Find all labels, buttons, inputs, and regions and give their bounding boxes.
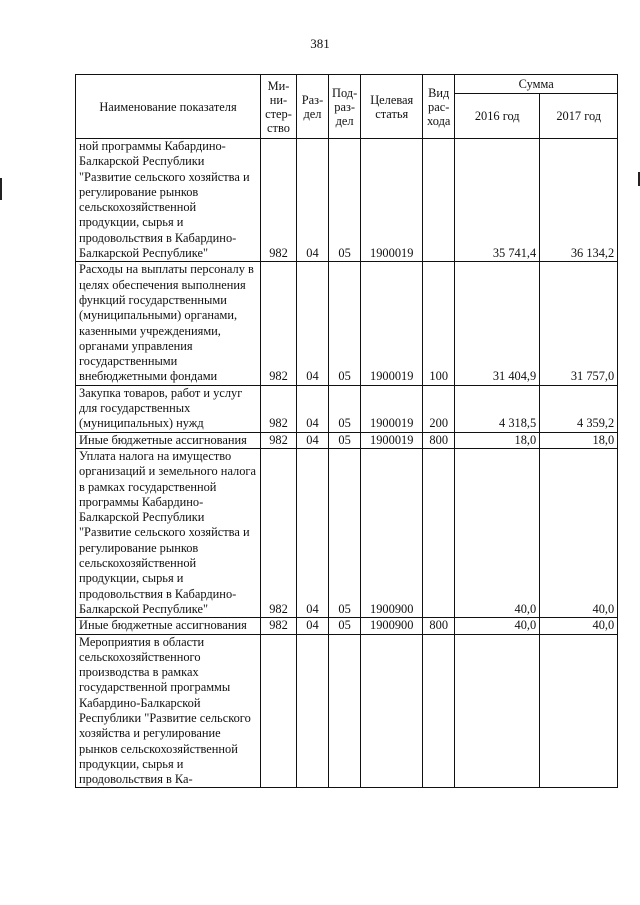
row-name: Иные бюджетные ассигнования bbox=[76, 432, 261, 448]
header-subsection: Под-раз-дел bbox=[329, 75, 361, 139]
row-sum-2016: 18,0 bbox=[455, 432, 540, 448]
table-row bbox=[76, 448, 618, 617]
row-ministry: 982 bbox=[261, 618, 297, 634]
row-sum-2016: 35 741,4 bbox=[455, 139, 540, 262]
page-number: 381 bbox=[310, 36, 330, 51]
row-target: 1900019 bbox=[361, 139, 423, 262]
row-sum-2017: 40,0 bbox=[540, 448, 618, 617]
row-target: 1900019 bbox=[361, 432, 423, 448]
row-section: 04 bbox=[297, 618, 329, 634]
row-sum-2017 bbox=[540, 634, 618, 788]
row-section: 04 bbox=[297, 385, 329, 432]
header-target: Целевая статья bbox=[361, 75, 423, 139]
row-expense-type: 100 bbox=[423, 262, 455, 385]
row-section: 04 bbox=[297, 432, 329, 448]
row-subsection bbox=[329, 634, 361, 788]
row-name: Расходы на выплаты персоналу в целях обеспечения выполнения функций государственными (муниципальными) органами, казенными учреждениями, органами управления государственными внебюджетными фондами bbox=[76, 262, 261, 385]
row-ministry: 982 bbox=[261, 385, 297, 432]
row-expense-type bbox=[423, 139, 455, 262]
row-subsection: 05 bbox=[329, 262, 361, 385]
header-ministry: Ми-ни-стер-ство bbox=[261, 75, 297, 139]
row-name: Иные бюджетные ассигнования bbox=[76, 618, 261, 634]
row-target: 1900900 bbox=[361, 618, 423, 634]
row-subsection: 05 bbox=[329, 618, 361, 634]
row-sum-2016 bbox=[455, 634, 540, 788]
scan-edge-mark-left bbox=[0, 178, 2, 200]
row-expense-type bbox=[423, 448, 455, 617]
row-sum-2016: 40,0 bbox=[455, 448, 540, 617]
row-ministry: 982 bbox=[261, 262, 297, 385]
row-ministry bbox=[261, 634, 297, 788]
row-name: Мероприятия в области сельскохозяйственного производства в рамках государственной программы Кабардино-Балкарской Республики "Развитие сельского хозяйства и регулирование рынков сельскохозяйственной продукции, сырья и продовольствия в Ка- bbox=[76, 634, 261, 788]
table-row bbox=[76, 262, 618, 385]
row-subsection: 05 bbox=[329, 448, 361, 617]
row-subsection: 05 bbox=[329, 139, 361, 262]
table-row bbox=[76, 634, 618, 788]
row-target: 1900019 bbox=[361, 385, 423, 432]
row-sum-2016: 31 404,9 bbox=[455, 262, 540, 385]
header-expense-type: Вид рас-хода bbox=[423, 75, 455, 139]
row-expense-type bbox=[423, 634, 455, 788]
row-subsection: 05 bbox=[329, 385, 361, 432]
row-ministry: 982 bbox=[261, 139, 297, 262]
table-row bbox=[76, 432, 618, 448]
row-expense-type: 200 bbox=[423, 385, 455, 432]
row-name: Уплата налога на имущество организаций и земельного налога в рамках государственной программы Кабардино-Балкарской Республики "Развитие сельского хозяйства и регулирование рынков сельскохозяйственной продукции, сырья и продовольствия в Кабардино-Балкарской Республике" bbox=[76, 448, 261, 617]
row-expense-type: 800 bbox=[423, 618, 455, 634]
row-name: ной программы Кабардино-Балкарской Республики "Развитие сельского хозяйства и регулирование рынков сельскохозяйственной продукции, сырья и продовольствия в Кабардино-Балкарской Республике" bbox=[76, 139, 261, 262]
header-2017: 2017 год bbox=[540, 94, 618, 139]
row-sum-2017: 4 359,2 bbox=[540, 385, 618, 432]
row-target bbox=[361, 634, 423, 788]
row-ministry: 982 bbox=[261, 432, 297, 448]
row-section: 04 bbox=[297, 139, 329, 262]
row-subsection: 05 bbox=[329, 432, 361, 448]
row-sum-2017: 31 757,0 bbox=[540, 262, 618, 385]
row-sum-2016: 4 318,5 bbox=[455, 385, 540, 432]
row-section bbox=[297, 634, 329, 788]
row-target: 1900900 bbox=[361, 448, 423, 617]
row-section: 04 bbox=[297, 448, 329, 617]
row-ministry: 982 bbox=[261, 448, 297, 617]
row-section: 04 bbox=[297, 262, 329, 385]
row-sum-2016: 40,0 bbox=[455, 618, 540, 634]
table-row bbox=[76, 139, 618, 262]
table-row bbox=[76, 618, 618, 634]
table-row bbox=[76, 385, 618, 432]
row-expense-type: 800 bbox=[423, 432, 455, 448]
header-section: Раз-дел bbox=[297, 75, 329, 139]
budget-table bbox=[75, 74, 618, 788]
row-target: 1900019 bbox=[361, 262, 423, 385]
row-name: Закупка товаров, работ и услуг для государственных (муниципальных) нужд bbox=[76, 385, 261, 432]
header-name: Наименование показателя bbox=[76, 75, 261, 139]
header-sum: Сумма bbox=[455, 75, 618, 94]
row-sum-2017: 40,0 bbox=[540, 618, 618, 634]
row-sum-2017: 18,0 bbox=[540, 432, 618, 448]
row-sum-2017: 36 134,2 bbox=[540, 139, 618, 262]
header-2016: 2016 год bbox=[455, 94, 540, 139]
